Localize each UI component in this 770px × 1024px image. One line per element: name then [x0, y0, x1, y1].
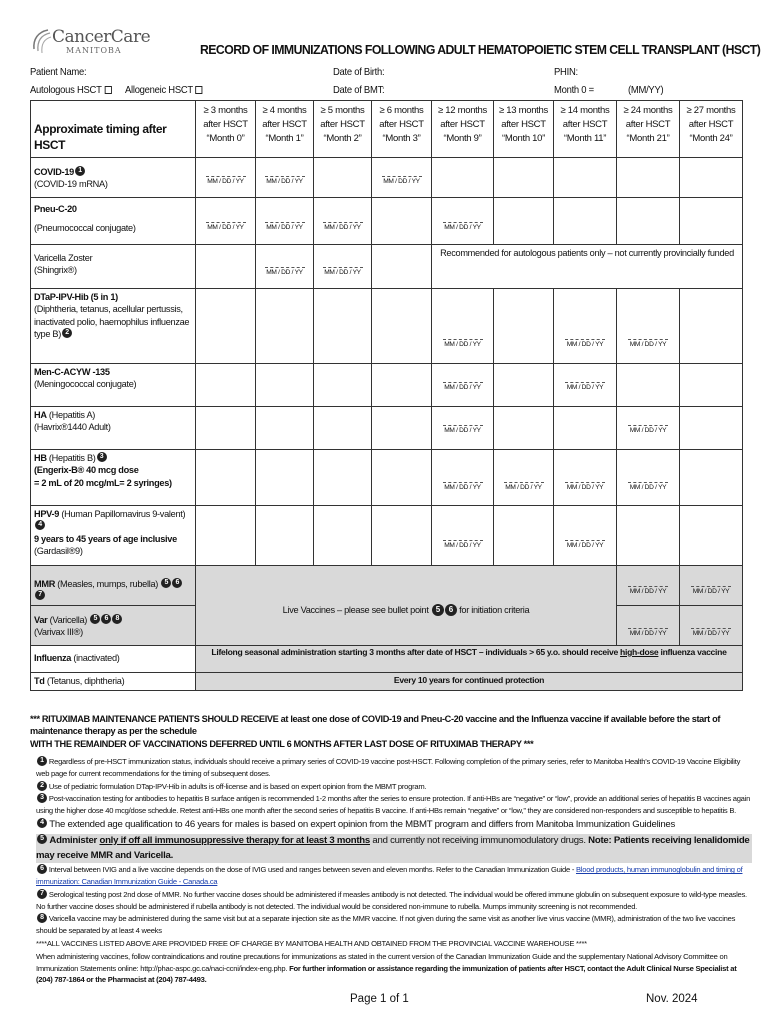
canadian-immunization-guide-link[interactable]: Blood products, human immunoglobulin and timing of immunization: Canadian Immunization Guide - Canada.ca — [36, 865, 743, 887]
empty-cell — [314, 506, 372, 566]
logo-name: CancerCare — [52, 27, 151, 47]
date-cell[interactable] — [617, 450, 680, 506]
vaccine-sub: (Havrix®1440 Adult) — [34, 422, 111, 433]
note-marker: 6 — [37, 864, 47, 874]
date-format: MM / DD / YY — [207, 178, 244, 185]
empty-cell — [314, 289, 372, 364]
vaccine-name-rest: (Hepatitis B) — [46, 453, 96, 463]
footnote-text: Use of pediatric formulation DTap-IPV-Hib in adults is off-license and is based on expert opinion from the MBMT program. — [48, 781, 427, 791]
final-note-contact: For further information or assistance regarding the immunization of patients after HSCT, contact the Adult Clinical Nurse Specialist at (204) 787-1864 or the Pharmacist at (204) 787-4493. — [36, 963, 737, 985]
note-marker: 2 — [62, 328, 72, 338]
rituximab-line-1: *** RITUXIMAB MAINTENANCE PATIENTS SHOULD RECEIVE at least one dose of COVID-19 and Pneu-C-20 vaccine and the Influenza vaccine if available before the start of maintenance therapy as per the schedule — [30, 714, 721, 737]
date-format: MM / DD / YY — [692, 630, 730, 637]
vaccine-sub: (Gardasil®9) — [34, 546, 83, 557]
col-header-line: after HSCT — [688, 118, 734, 130]
col-header-line: ≥ 6 months — [379, 105, 424, 116]
patient-name-label: Patient Name: — [30, 66, 87, 78]
empty-cell — [494, 158, 554, 198]
empty-cell — [372, 289, 432, 364]
vaccine-name: DTaP-IPV-Hib (5 in 1) — [34, 292, 118, 302]
empty-cell — [372, 506, 432, 566]
empty-cell — [256, 407, 314, 450]
vaccine-sub: type B) — [34, 329, 62, 340]
empty-cell — [256, 289, 314, 364]
footnote-text: Serological testing post 2nd dose of MMR. No further vaccine doses should be administered if measles antibody is not detected. The individual would be offered immune globulin on subsequent exposure to wild-type measles. No further vaccine doses should be administered if rubella antibody is not detected. The individual would be considered non-immune to rubella. Mumps immunity screening is not recommended. — [36, 889, 747, 911]
date-cell[interactable] — [372, 158, 432, 198]
col-header — [494, 101, 554, 158]
col-header-line: after HSCT — [262, 118, 307, 130]
final-note-text: When administering vaccines, follow contraindications and routine precautions for immunizations as stated in the current version of the Canadian Immunization Guide and the supplementary National Advisory Committee on Immunization Statements online: http://phac-aspc.gc.ca/naci-ccni/index-eng.php. — [36, 951, 728, 973]
col-header-line: “Month 21” — [626, 132, 670, 144]
empty-cell — [494, 506, 554, 566]
footnote-2 — [36, 781, 752, 793]
date-format: MM / DD / YY — [444, 341, 481, 348]
date-cell[interactable] — [314, 198, 372, 245]
empty-cell — [196, 407, 256, 450]
date-cell[interactable] — [680, 606, 743, 646]
date-format: MM / DD / YY — [566, 341, 604, 348]
vaccine-cell — [31, 289, 196, 364]
col-header-line: “Month 0” — [206, 132, 245, 144]
vaccine-cell — [31, 646, 196, 673]
vaccine-name: Influenza — [34, 653, 72, 663]
autologous-checkbox[interactable] — [104, 86, 111, 94]
empty-cell — [196, 450, 256, 506]
col-header — [617, 101, 680, 158]
page-number: Page 1 of 1 — [350, 993, 409, 1005]
date-format: MM / DD / YY — [444, 384, 481, 391]
date-cell[interactable] — [617, 289, 680, 364]
col-header-line: ≥ 24 months — [623, 105, 673, 116]
vaccine-sub: (COVID-19 mRNA) — [34, 179, 108, 190]
empty-cell — [680, 198, 743, 245]
final-note — [36, 951, 752, 986]
empty-cell — [617, 198, 680, 245]
date-format: MM / DD / YY — [324, 224, 361, 231]
date-format: MM / DD / YY — [692, 588, 730, 595]
allogeneic-option[interactable] — [125, 84, 203, 96]
date-cell[interactable] — [256, 198, 314, 245]
date-cell[interactable] — [680, 566, 743, 606]
date-format: MM / DD / YY — [629, 341, 667, 348]
date-cell[interactable] — [617, 566, 680, 606]
date-format: MM / DD / YY — [629, 630, 667, 637]
vaccine-sub: (Pneumococcal conjugate) — [34, 223, 136, 234]
col-header-line: “Month 1” — [265, 132, 304, 144]
date-cell[interactable] — [196, 198, 256, 245]
vaccine-name: COVID-19 — [34, 167, 74, 177]
empty-cell — [196, 289, 256, 364]
influenza-schedule-cell — [196, 646, 743, 673]
footnote-text: Interval between IVIG and a live vaccine depends on the dose of IVIG used and ranges between seven and eleven months. Refer to the Canadian Immunization Guide - — [48, 865, 576, 875]
footnote-text: Post-vaccination testing for antibodies to hepatitis B surface antigen is recommended 1-2 months after the series to ensure protection. If anti-HBs are “negative” or “low”, provide an additional series of hepatitis B vaccines again using the higher dose 40 mcg/dose schedule. Retest anti-HBs one month after the second series of hepatitis B vaccine. If anti-HBs remain “negative” or “low,” they are considered non-responders and susceptible to hepatitis B. — [36, 794, 751, 816]
empty-cell — [554, 158, 617, 198]
free-of-charge-note: ****ALL VACCINES LISTED ABOVE ARE PROVIDED FREE OF CHARGE BY MANITOBA HEALTH AND OBTAINED FROM THE PROVINCIAL VACCINE WAREHOUSE **** — [36, 939, 587, 948]
col-header-line: ≥ 14 months — [560, 105, 610, 116]
row-mmr — [31, 566, 743, 606]
date-cell[interactable] — [554, 364, 617, 407]
empty-cell — [256, 506, 314, 566]
note-marker: 5 — [432, 604, 444, 616]
footnote-5 — [36, 834, 752, 864]
footnote-6 — [36, 864, 752, 888]
date-format: MM / DD / YY — [444, 484, 481, 491]
row-pneu — [31, 198, 743, 245]
empty-cell — [494, 407, 554, 450]
footnote-text-bold: Note: Patients receiving lenalidomide may receive MMR and Varicella. — [36, 834, 750, 861]
note-marker: 4 — [37, 818, 47, 828]
note-marker: 5 — [90, 614, 100, 624]
empty-cell — [314, 158, 372, 198]
influenza-text-end: influenza vaccine — [658, 647, 727, 657]
vaccine-sub: (Shingrix®) — [34, 265, 77, 276]
header-row — [31, 101, 743, 158]
vaccine-name: HB — [34, 453, 47, 463]
date-cell[interactable] — [554, 506, 617, 566]
empty-cell — [494, 289, 554, 364]
month0-label: Month 0 = — [554, 84, 594, 96]
empty-cell — [680, 158, 743, 198]
vaccine-name: Td — [34, 676, 45, 686]
date-format: MM / DD / YY — [629, 588, 667, 595]
footnote-text: Administer — [49, 834, 100, 846]
phin-label: PHIN: — [554, 66, 578, 78]
vaccine-cell — [31, 407, 196, 450]
col-header-line: “Month 3” — [382, 132, 421, 144]
col-header-line: after HSCT — [203, 118, 248, 130]
vaccine-name-rest: (Measles, mumps, rubella) — [55, 579, 159, 589]
td-schedule-cell — [196, 673, 743, 691]
col-header-line: “Month 24” — [689, 132, 733, 144]
vaccine-sub: (Diphtheria, tetanus, acellular pertussis, — [34, 304, 183, 315]
empty-cell — [372, 450, 432, 506]
document-title: RECORD OF IMMUNIZATIONS FOLLOWING ADULT HEMATOPOIETIC STEM CELL TRANSPLANT (HSCT) — [200, 42, 761, 57]
vaccine-name-rest: (Varicella) — [47, 615, 88, 625]
date-format: MM / DD / YY — [629, 484, 667, 491]
vaccine-cell — [31, 245, 196, 289]
date-format: MM / DD / YY — [207, 224, 244, 231]
footnote-8 — [36, 913, 752, 937]
note-marker: 6 — [101, 614, 111, 624]
vaccine-cell — [31, 158, 196, 198]
vaccine-name: Varicella Zoster — [34, 253, 93, 263]
date-format: MM / DD / YY — [266, 224, 303, 231]
date-cell[interactable] — [554, 450, 617, 506]
col-header-line: after HSCT — [625, 118, 671, 130]
date-format: MM / DD / YY — [266, 269, 303, 276]
empty-cell — [680, 506, 743, 566]
vaccine-sub: 9 years to 45 years of age inclusive — [34, 533, 177, 544]
row-covid — [31, 158, 743, 198]
footnote-1 — [36, 756, 752, 780]
vaccine-cell — [31, 364, 196, 407]
date-cell[interactable] — [196, 158, 256, 198]
row-ha — [31, 407, 743, 450]
allogeneic-label: Allogeneic HSCT — [125, 84, 193, 96]
date-format: MM / DD / YY — [266, 178, 303, 185]
empty-cell — [196, 506, 256, 566]
footnote-text: The extended age qualification to 46 years for males is based on expert opinion from the MBMT program and differs from Manitoba Immunization Guidelines — [49, 818, 676, 830]
empty-cell — [196, 245, 256, 289]
footnote-7 — [36, 889, 752, 913]
note-marker: 7 — [35, 590, 45, 600]
date-format: MM / DD / YY — [444, 542, 481, 549]
col-header — [372, 101, 432, 158]
vaccine-cell — [31, 606, 196, 646]
date-cell[interactable] — [432, 506, 494, 566]
live-vaccines-text-end: for initiation criteria — [459, 605, 530, 616]
date-cell[interactable] — [432, 198, 494, 245]
recommendation-text: Recommended for autologous patients only – not currently provincially funded — [440, 248, 734, 258]
col-header — [680, 101, 743, 158]
date-format: MM / DD / YY — [383, 178, 420, 185]
date-cell[interactable] — [432, 407, 494, 450]
date-cell[interactable] — [617, 407, 680, 450]
footnote-4 — [36, 818, 752, 833]
vaccine-name-rest: (inactivated) — [71, 653, 120, 663]
col-header — [256, 101, 314, 158]
vaccine-name: MMR — [34, 579, 56, 589]
empty-cell — [314, 364, 372, 407]
empty-cell — [554, 198, 617, 245]
empty-cell — [372, 407, 432, 450]
col-header-line: after HSCT — [440, 118, 485, 130]
col-header — [554, 101, 617, 158]
row-influenza — [31, 646, 743, 673]
col-header-line: after HSCT — [320, 118, 365, 130]
date-format: MM / DD / YY — [444, 224, 481, 231]
col-header-line: after HSCT — [379, 118, 424, 130]
date-format: MM / DD / YY — [629, 427, 667, 434]
note-marker: 4 — [35, 520, 45, 530]
col-header-line: “Month 9” — [443, 132, 482, 144]
empty-cell — [314, 450, 372, 506]
dob-label: Date of Birth: — [333, 66, 385, 78]
logo-swirl-icon — [30, 27, 52, 57]
note-marker: 7 — [37, 889, 47, 899]
vaccine-sub: (Engerix-B® 40 mcg dose — [34, 465, 139, 476]
row-td — [31, 673, 743, 691]
logo-sub: MANITOBA — [66, 46, 122, 55]
date-format: MM / DD / YY — [566, 384, 604, 391]
vaccine-name: HPV-9 — [34, 509, 60, 519]
row-dtap — [31, 289, 743, 364]
footnote-3 — [36, 793, 752, 817]
row-varicella-zoster — [31, 245, 743, 289]
col-header — [196, 101, 256, 158]
autologous-label: Autologous HSCT — [30, 84, 102, 96]
vaccine-name-rest: (Human Papillomavirus 9-valent) — [59, 509, 186, 519]
vaccine-cell — [31, 673, 196, 691]
col-header-line: ≥ 27 months — [686, 105, 736, 116]
date-cell[interactable] — [617, 606, 680, 646]
date-format: MM / DD / YY — [566, 484, 604, 491]
allogeneic-checkbox[interactable] — [196, 86, 203, 94]
footnote-text-underlined: only if off all immunosuppressive therapy for at least 3 months — [99, 834, 370, 846]
row-men — [31, 364, 743, 407]
empty-cell — [196, 364, 256, 407]
col-header-line: ≥ 13 months — [499, 105, 548, 116]
col-header — [314, 101, 372, 158]
empty-cell — [680, 407, 743, 450]
note-marker: 6 — [445, 604, 457, 616]
empty-cell — [617, 158, 680, 198]
empty-cell — [680, 450, 743, 506]
date-cell[interactable] — [432, 289, 494, 364]
note-marker: 3 — [37, 793, 47, 803]
empty-cell — [432, 158, 494, 198]
col-header-line: ≥ 5 months — [320, 105, 365, 116]
live-vaccines-text: Live Vaccines – please see bullet point — [282, 605, 429, 616]
note-marker: 8 — [112, 614, 122, 624]
empty-cell — [617, 506, 680, 566]
vaccine-name-rest: (Tetanus, diphtheria) — [44, 676, 125, 686]
cancercare-logo — [30, 27, 151, 59]
note-marker: 1 — [75, 166, 85, 176]
vaccine-cell — [31, 506, 196, 566]
col-header-line: ≥ 4 months — [262, 105, 307, 116]
empty-cell — [494, 364, 554, 407]
footnote-text: Varicella vaccine may be administered during the same visit but at a separate injection site as the MMR vaccine. If not given during the same visit as another live virus vaccine (MMR), administration of the two live vaccines should be separated by at least 4 weeks — [36, 914, 736, 936]
empty-cell — [617, 364, 680, 407]
empty-cell — [372, 364, 432, 407]
empty-cell — [554, 407, 617, 450]
date-cell[interactable] — [314, 245, 372, 289]
date-cell[interactable] — [494, 450, 554, 506]
vaccine-sub: = 2 mL of 20 mcg/mL= 2 syringes) — [34, 477, 172, 488]
col-header-line: after HSCT — [562, 118, 608, 130]
col-header-line: ≥ 3 months — [203, 105, 248, 116]
influenza-text-underlined: high-dose — [620, 647, 659, 657]
empty-cell — [256, 364, 314, 407]
date-cell[interactable] — [256, 158, 314, 198]
influenza-text: Lifelong seasonal administration starting 3 months after date of HSCT – individuals > 65 y.o. should receive — [211, 647, 621, 657]
empty-cell — [372, 198, 432, 245]
col-header-line: “Month 2” — [323, 132, 362, 144]
date-cell[interactable] — [256, 245, 314, 289]
vaccine-name: HA — [34, 410, 47, 420]
date-format: MM / DD / YY — [324, 269, 361, 276]
note-marker: 8 — [37, 913, 47, 923]
note-marker: 5 — [161, 578, 171, 588]
immunization-table — [30, 100, 743, 691]
empty-cell — [256, 450, 314, 506]
footnote-text: Regardless of pre-HSCT immunization status, individuals should receive a primary series of COVID-19 vaccine post-HSCT. Following completion of the primary series, refer to Manitoba Health’s COVID-19 Vaccine Eligibility web page for current recommendations for the timing of subsequent doses. — [36, 757, 741, 778]
vaccine-cell — [31, 566, 196, 606]
note-marker: 6 — [172, 578, 182, 588]
mmyy-label: (MM/YY) — [628, 84, 664, 96]
rituximab-line-2: WITH THE REMAINDER OF VACCINATIONS DEFERRED UNTIL 6 MONTHS AFTER LAST DOSE OF RITUXIMAB THERAPY *** — [30, 738, 534, 749]
col-header-line: after HSCT — [501, 118, 546, 130]
date-format: MM / DD / YY — [444, 427, 481, 434]
col-header — [432, 101, 494, 158]
date-cell[interactable] — [554, 289, 617, 364]
rituximab-note — [30, 713, 750, 750]
vaccine-name-rest: (Hepatitis A) — [46, 410, 96, 420]
vaccine-name: Pneu-C-20 — [34, 204, 77, 214]
col-header-line: “Month 10” — [502, 132, 545, 144]
live-vaccines-cell — [196, 566, 617, 646]
date-format: MM / DD / YY — [505, 484, 542, 491]
empty-cell — [494, 198, 554, 245]
note-marker: 3 — [97, 452, 107, 462]
vaccine-name: Var — [34, 615, 48, 625]
date-cell[interactable] — [432, 450, 494, 506]
vaccine-sub: (Meningococcal conjugate) — [34, 379, 137, 390]
row-hpv — [31, 506, 743, 566]
footnotes — [36, 756, 752, 987]
vaccine-cell — [31, 450, 196, 506]
vaccine-cell — [31, 198, 196, 245]
recommendation-cell — [432, 245, 743, 289]
date-format: MM / DD / YY — [566, 542, 604, 549]
timing-label: Approximate timing after HSCT — [34, 122, 167, 153]
footnote-text: and currently not receiving immunomodulatory drugs. — [369, 834, 589, 846]
row-hb — [31, 450, 743, 506]
vaccine-name: Men-C-ACYW -135 — [34, 367, 110, 377]
col-header-line: “Month 11” — [563, 132, 607, 144]
timing-header-cell — [31, 101, 196, 158]
td-text: Every 10 years for continued protection — [393, 675, 545, 685]
col-header-line: ≥ 12 months — [438, 105, 487, 116]
empty-cell — [680, 364, 743, 407]
empty-cell — [314, 407, 372, 450]
revision-date: Nov. 2024 — [646, 993, 698, 1005]
note-marker: 1 — [37, 756, 47, 766]
note-marker: 2 — [37, 781, 47, 791]
note-marker: 5 — [37, 834, 47, 844]
vaccine-sub: (Varivax III®) — [34, 627, 83, 638]
date-cell[interactable] — [432, 364, 494, 407]
empty-cell — [372, 245, 432, 289]
vaccine-sub: inactivated polio, haemophilus influenzae — [34, 316, 190, 327]
autologous-option[interactable] — [30, 84, 111, 96]
dobmt-label: Date of BMT: — [333, 84, 385, 96]
empty-cell — [680, 289, 743, 364]
